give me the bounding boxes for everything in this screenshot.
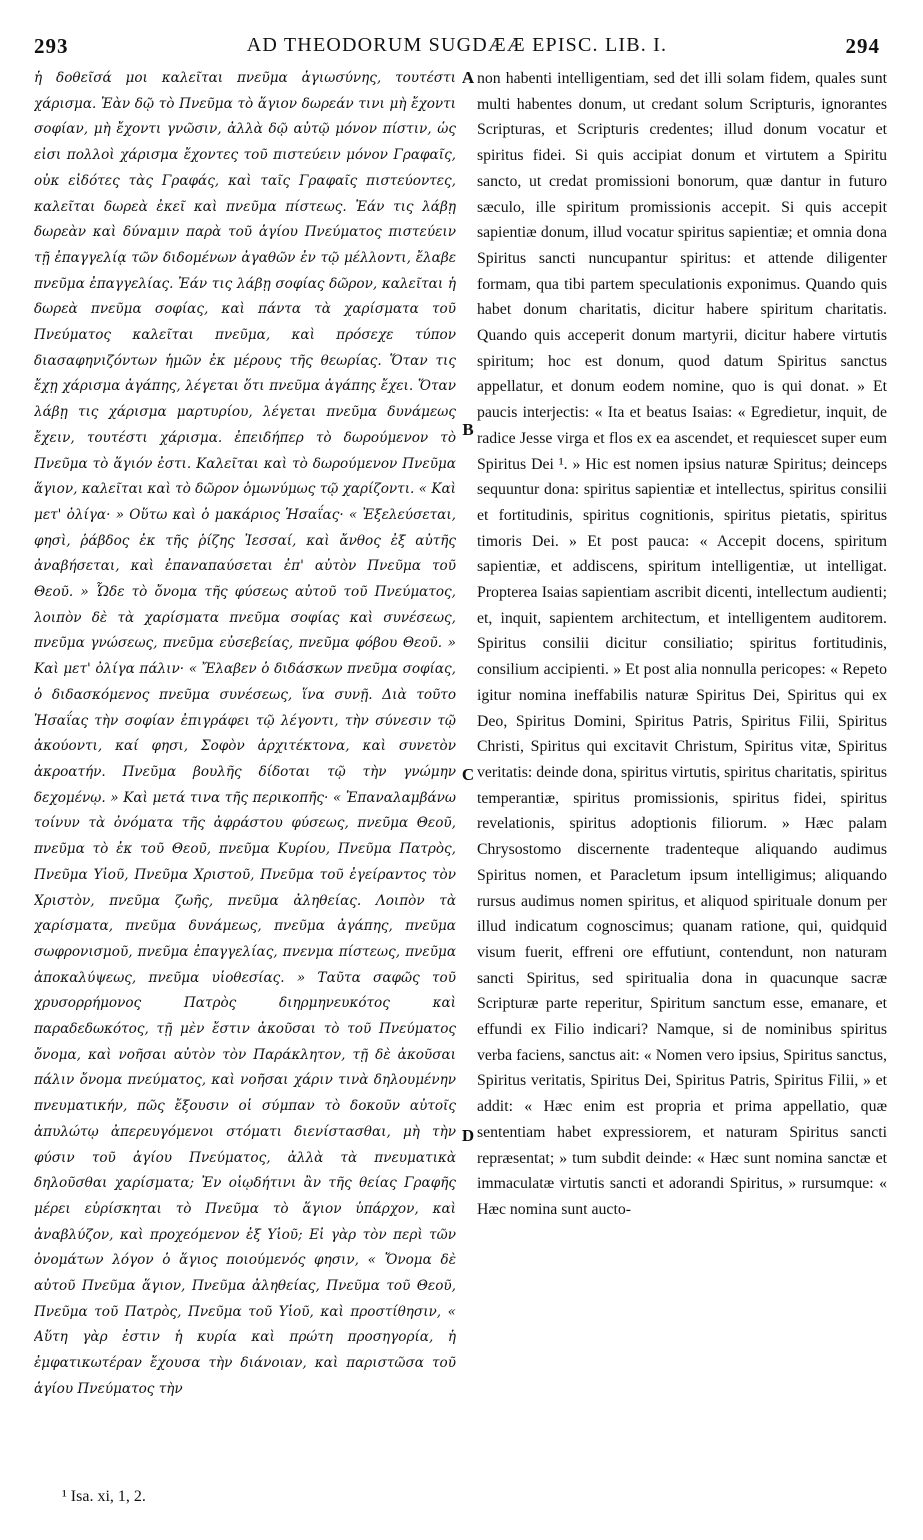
greek-text: ἡ δοθεῖσά μοι καλεῖται πνεῦμα ἁγιωσύνης, τουτέστι χάρισμα. Ἐὰν δῷ τὸ Πνεῦμα τὸ ἅγιον δωρεάν τινι μὴ ἔχοντι σοφίαν, μὴ ἔχοντι γνῶσιν, ἀλλὰ δῷ αὐτῷ μόνον πίστιν, ὡς εἰσι πολλοὶ χάρισμα ἔχοντες τοῦ πιστεύειν μόνον Γραφαῖς, οὐκ εἰδότες τὰς Γραφάς, καὶ ταῖς Γραφαῖς πιστεύοντες, καλεῖται δωρεὰ ἐκεῖ καὶ πνεῦμα πίστεως. Ἐάν τις λάβῃ δωρεὰν καὶ δύναμιν παρὰ τοῦ ἁγίου Πνεύματος πιστεύειν τῇ ἐπαγγελίᾳ τῶν διδομένων ἀγαθῶν ἐν τῷ μέλλοντι, ἔλαβε πνεῦμα ἐπαγγελίας. Ἐάν τις λάβῃ σοφίας δῶρον, καλεῖται ἡ δωρεὰ πνεῦμα σοφίας, καὶ πάντα τὰ χαρίσματα τοῦ Πνεύματος καλεῖται πνεῦμα, καὶ πρόσεχε τύπον διασαφηνιζόντων ἡμῶν ἐκ μέρους τῆς θεωρίας. Ὅταν τις ἔχῃ χάρισμα ἀγάπης, λέγεται ὅτι πνεῦμα ἀγάπης ἔχει. Ὅταν λάβῃ τις χάρισμα μαρτυρίου, λέγεται πνεῦμα δυνάμεως ἔχειν, τουτέστι χάρισμα. ἐπειδήπερ τὸ δωρούμενον τὸ Πνεῦμα τὸ ἅγιόν ἐστι. Καλεῖται καὶ τὸ δωρούμενον Πνεῦμα ἅγιον, καλεῖται καὶ τὸ δῶρον ὁμωνύμως τῷ χαρίζοντι. « Καὶ μετ' ὀλίγα· » Οὕτω καὶ ὁ μακάριος Ἡσαΐας· « Ἐξελεύσεται, φησὶ, ῥάβδος ἐκ τῆς ῥίζης Ἰεσσαί, καὶ ἄνθος ἐξ αὐτῆς ἀναβήσεται, καὶ ἐπαναπαύσεται ἐπ' αὐτὸν Πνεῦμα τοῦ Θεοῦ. » Ὧδε τὸ ὄνομα τῆς φύσεως αὐτοῦ τοῦ Πνεύματος, λοιπὸν δὲ τὰ χαρίσματα πνεῦμα σοφίας καὶ συνέσεως, πνεῦμα γνώσεως, πνεῦμα εὐσεβείας, πνεῦμα φόβου Θεοῦ. » Καὶ μετ' ὀλίγα πάλιν· « Ἔλαβεν ὁ διδάσκων πνεῦμα σοφίας, ὁ διδασκόμενος πνεῦμα συνέσεως, ἵνα συνῇ. Διὰ τοῦτο Ἡσαΐας τὴν σοφίαν ἐπιγράφει τῷ λέγοντι, τὴν σύνεσιν τῷ ἀκούοντι, καί φησι, Σοφὸν ἀρχιτέκτονα, καὶ συνετὸν ἀκροατήν. Πνεῦμα βουλῆς δίδοται τῷ τὴν γνώμην δεχομένῳ. » Καὶ μετά τινα τῆς περικοπῆς· « Ἐπαναλαμβάνω τοίνυν τὰ ὀνόματα τῆς ἀφράστου φύσεως, πνεῦμα Θεοῦ, πνεῦμα τὸ ἐκ τοῦ Θεοῦ, πνεῦμα Κυρίου, Πνεῦμα Πατρὸς, Πνεῦμα Υἱοῦ, Πνεῦμα Χριστοῦ, Πνεῦμα τοῦ ἐγείραντος τὸν Χριστὸν, πνεῦμα ζωῆς, πνεῦμα ἀληθείας. Λοιπὸν τὰ χαρίσματα, πνεῦμα δυνάμεως, πνεῦμα ἀγάπης, πνεῦμα σωφρονισμοῦ, πνεῦμα ἐπαγγελίας, πνενμα πίστεως, πνεῦμα ἀποκαλύψεως, πνεῦμα υἱοθεσίας. » Ταῦτα σαφῶς τοῦ χρυσορρήμονος Πατρὸς διηρμηνευκότος καὶ παραδεδωκότος, τῇ μὲν ἔστιν ἀκοῦσαι τὸ τοῦ Πνεύματος ὄνομα, καὶ νοῆσαι αὐτὸν τὸν Παράκλητον, τῇ δὲ ἀκοῦσαι πάλιν ὄνομα πνεύματος, καὶ νοῆσαι χάριν τινὰ δηλουμένην πνευματικήν, πῶς ἔξουσιν οἱ σύμπαν τὸ δοκοῦν αὐτοῖς ἀπυλώτῳ ἀπερευγόμενοι στόματι διενίστασθαι, μὴ τὴν φύσιν τοῦ ἁγίου Πνεύματος, ἀλλὰ τὰ πνευματικὰ δηλοῦσθαι χαρίσματα; Ἐν οἱῳδήτινι ἂν τῆς θείας Γραφῆς μέρει εὑρίσκηται τὸ Πνεῦμα τὸ ἅγιον ὑπάρχον, καὶ ἀναβλύζον, καὶ προχεόμενον ἐξ Υἱοῦ; Εἰ γὰρ τὸν περὶ τῶν ὀνομάτων λόγον ὁ ἅγιος ποιούμενός φησιν, « Ὄνομα δὲ αὐτοῦ Πνεῦμα ἅγιον, Πνεῦμα ἀληθείας, Πνεῦμα τοῦ Θεοῦ, Πνεῦμα τοῦ Πατρὸς, Πνεῦμα τοῦ Υἱοῦ, καὶ προστίθησιν, « Αὕτη γὰρ ἐστιν ἡ κυρία καὶ πρώτη προσηγορία, ἡ ἐμφατικωτέραν ἔχουσα τὴν διάνοιαν, καὶ παριστῶσα τοῦ ἁγίου Πνεύματος τὴν	[34, 70, 456, 1397]
page-number-left: 293	[34, 34, 69, 58]
footnote: ¹ Isa. xi, 1, 2.	[62, 1488, 146, 1505]
page-number-right: 294	[845, 34, 880, 58]
latin-column	[477, 66, 887, 1436]
running-title: AD THEODORUM SUGDÆÆ EPISC. LIB. I.	[246, 34, 668, 56]
margin-marker-d: D	[461, 1126, 475, 1145]
page-header	[34, 34, 880, 62]
greek-column	[34, 66, 456, 1436]
margin-marker-a: A	[461, 68, 475, 87]
latin-text: non habenti intelligentiam, sed det illi solam fidem, quales sunt multi habentes donum, ut credant solum Scripturis, ignorantes Scripturas, et Scripturis credentes; illud donum vocatur et spiritus fidei. Si quis accipiat donum et virtutem a Spiritu sancto, ut credat promissioni bonorum, quæ dantur in futuro sæculo, ille spiritum promissionis accepit. Si quis accepit sapientiæ donum, illud vocatur spiritus sapientiæ; et omnia dona Spiritus sancti nuncupantur spiritus: et attende diligenter formam, qua tibi partem speculationis exponimus. Quando quis habet donum charitatis, dicitur habere spiritum charitatis. Quando quis acceperit donum martyrii, dicitur habere virtutis spiritum; hoc est donum, quod datum Spiritus sanctus appellatur, et donum eodem nomine, quo is qui donat. » Et paucis interjectis: « Ita et beatus Isaias: « Egredietur, inquit, de radice Jesse virga et flos ex ea ascendet, et requiescet super eum Spiritus Dei ¹. » Hic est nomen ipsius naturæ Spiritus; deinceps sequuntur dona: spiritus sapientiæ et intellectus, spiritus consilii et fortitudinis, spiritus cognitionis, spiritus pietatis, spiritus timoris Dei. » Et post pauca: « Accepit docens, spiritum sapientiæ, et addiscens, spiritum intelligentiæ, ut intelligat. Propterea Isaias sapientiam ascribit dicenti, intellectum audienti; et, inquit, sapientem architectum, et intelligentem auditorem. Spiritus consilii dicitur consiliatio; spiritus fortitudinis, consilium accipienti. » Et post alia nonnulla pericopes: « Repeto igitur nomina ineffabilis naturæ Spiritus Dei, Spiritus qui ex Deo, Spiritus Domini, Spiritus Patris, Spiritus Filii, Spiritus Christi, Spiritus qui excitavit Christum, Spiritus vitæ, Spiritus veritatis: deinde dona, spiritus virtutis, spiritus charitatis, spiritus temperantiæ, spiritus promissionis, spiritus fidei, spiritus revelationis, spiritus adoptionis filiorum. » Hæc palam Chrysostomo discernente tradenteque aliquando audimus Spiritus nomen, et Paracletum ipsum intelligimus; aliquando rursus audimus nomen spiritus, et aliquod spirituale donum per illud indicatum cognoscimus; quanam ratione, qui, quidquid visum fuerit, effreni ore effutiunt, contendunt, non naturam sancti Spiritus, sed spiritualia dona in quacunque sacræ Scripturæ parte reperitur, Spiritum sanctum esse, emanare, et effundi ex Filio indicari? Namque, si de nominibus spiritus verba faciens, sanctus ait: « Nomen vero ipsius, Spiritus sanctus, Spiritus veritatis, Spiritus Dei, Spiritus Patris, Spiritus Filii, » et addit: « Hæc enim est propria et prima appellatio, quæ sententiam habet expressiorem, et naturam Spiritus sancti repræsentat; » tum subdit deinde: « Hæc sunt nomina sanctæ et immaculatæ virtutis sancti et adorandi Spiritus, » rursumque: « Hæc nomina sunt aucto-	[477, 70, 887, 1218]
margin-marker-c: C	[461, 765, 475, 784]
margin-marker-b: B	[462, 420, 474, 439]
